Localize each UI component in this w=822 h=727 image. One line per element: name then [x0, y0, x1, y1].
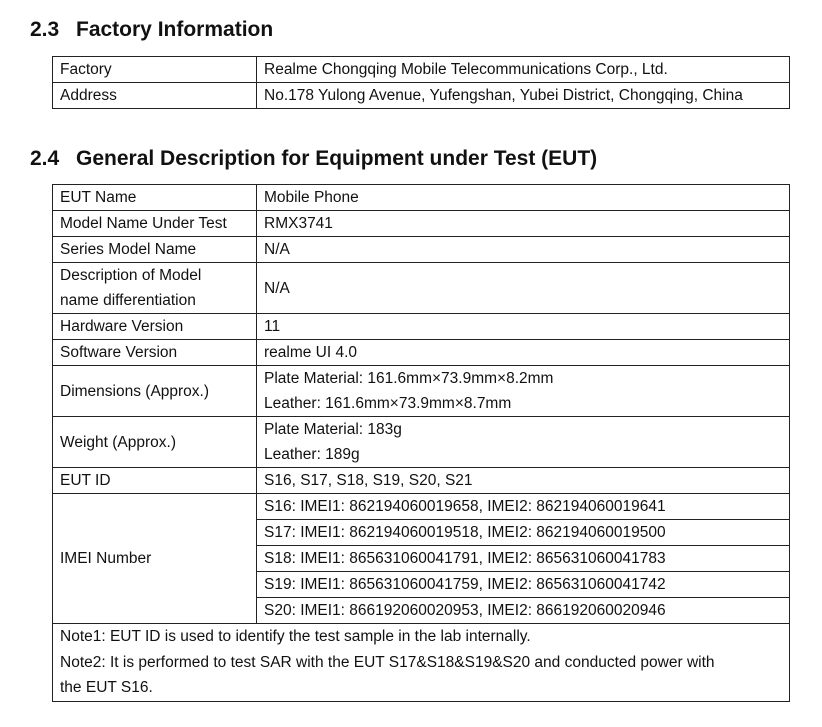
dimensions-line1: Plate Material: 161.6mm×73.9mm×8.2mm — [264, 370, 554, 387]
dimensions-line2: Leather: 161.6mm×73.9mm×8.7mm — [264, 395, 512, 412]
table-row — [53, 468, 790, 494]
eut-name-label: EUT Name — [53, 185, 257, 211]
weight-line1: Plate Material: 183g — [264, 421, 402, 438]
table-row — [53, 263, 790, 314]
series-model-value: N/A — [257, 237, 790, 263]
eut-id-label: EUT ID — [53, 468, 257, 494]
table-row — [53, 83, 790, 109]
address-label: Address — [53, 83, 257, 109]
note1: Note1: EUT ID is used to identify the test sample in the lab internally. — [60, 628, 531, 645]
factory-info-table — [52, 56, 790, 109]
factory-value: Realme Chongqing Mobile Telecommunications Corp., Ltd. — [257, 57, 790, 83]
table-row — [53, 417, 790, 468]
description-value: N/A — [257, 263, 790, 314]
table-row — [53, 340, 790, 366]
table-row — [53, 211, 790, 237]
table-row — [53, 237, 790, 263]
section-heading-factory — [30, 18, 273, 42]
note2-line1: Note2: It is performed to test SAR with the EUT S17&S18&S19&S20 and conducted power with — [60, 653, 715, 671]
imei-entry: S20: IMEI1: 866192060020953, IMEI2: 866192060020946 — [257, 598, 790, 624]
address-value: No.178 Yulong Avenue, Yufengshan, Yubei District, Chongqing, China — [257, 83, 790, 109]
model-name-label: Model Name Under Test — [53, 211, 257, 237]
imei-entry: S19: IMEI1: 865631060041759, IMEI2: 865631060041742 — [257, 572, 790, 598]
eut-name-value: Mobile Phone — [257, 185, 790, 211]
table-row — [53, 314, 790, 340]
model-name-value: RMX3741 — [257, 211, 790, 237]
table-row — [53, 366, 790, 417]
hardware-label: Hardware Version — [53, 314, 257, 340]
imei-entry: S17: IMEI1: 862194060019518, IMEI2: 862194060019500 — [257, 520, 790, 546]
note2-line2: the EUT S16. — [60, 679, 153, 696]
section-title: General Description for Equipment under Test (EUT) — [76, 147, 598, 170]
weight-label: Weight (Approx.) — [53, 417, 257, 468]
imei-label: IMEI Number — [53, 494, 257, 624]
series-model-label: Series Model Name — [53, 237, 257, 263]
imei-entry: S18: IMEI1: 865631060041791, IMEI2: 865631060041783 — [257, 546, 790, 572]
section-number: 2.3 — [30, 18, 60, 41]
imei-entry: S16: IMEI1: 862194060019658, IMEI2: 862194060019641 — [257, 494, 790, 520]
hardware-value: 11 — [257, 314, 790, 340]
section-heading-eut — [30, 147, 597, 171]
software-value: realme UI 4.0 — [257, 340, 790, 366]
description-label-line1: Description of Model — [60, 267, 202, 284]
table-row — [53, 494, 790, 520]
weight-value — [257, 417, 790, 468]
dimensions-value — [257, 366, 790, 417]
description-label — [53, 263, 257, 314]
eut-id-value: S16, S17, S18, S19, S20, S21 — [257, 468, 790, 494]
eut-description-table — [52, 184, 790, 702]
factory-label: Factory — [53, 57, 257, 83]
section-title: Factory Information — [76, 18, 274, 41]
section-number: 2.4 — [30, 147, 60, 170]
dimensions-label: Dimensions (Approx.) — [53, 366, 257, 417]
table-row — [53, 624, 790, 702]
weight-line2: Leather: 189g — [264, 446, 360, 463]
table-row — [53, 57, 790, 83]
description-label-line2: name differentiation — [60, 292, 196, 309]
software-label: Software Version — [53, 340, 257, 366]
table-row — [53, 185, 790, 211]
notes-cell — [53, 624, 790, 702]
